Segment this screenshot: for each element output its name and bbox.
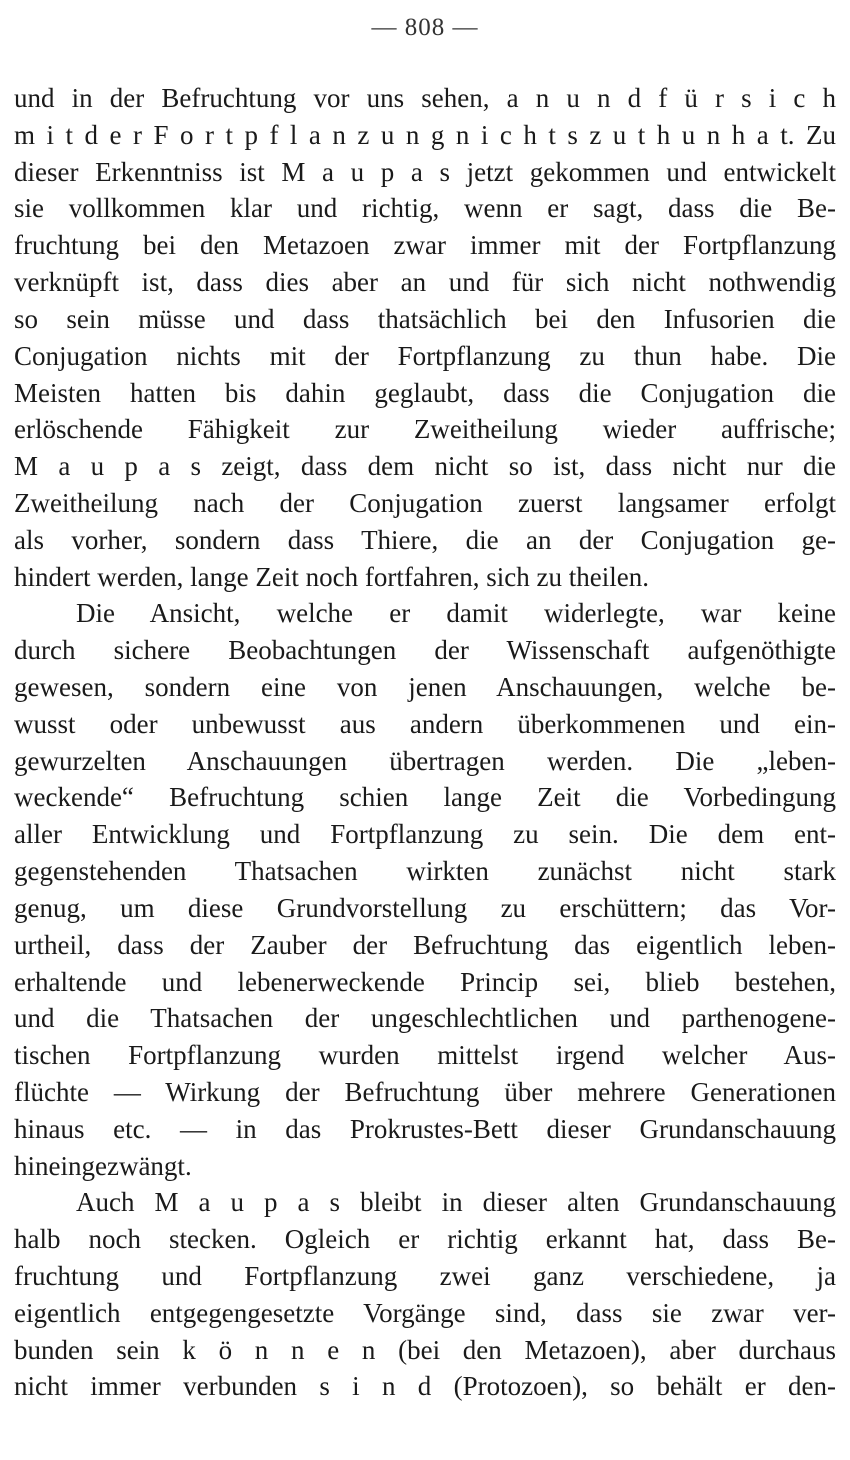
text-line: gegenstehenden Thatsachen wirkten zunächst nicht stark [14,856,836,887]
text-line: Die Ansicht, welche er damit widerlegte, war keine [76,598,836,629]
text-line: halb noch stecken. Ogleich er richtig erkannt hat, dass Be- [14,1224,836,1255]
text-line: flüchte — Wirkung der Befruchtung über mehrere Generationen [14,1076,836,1107]
text-line: Conjugation nichts mit der Fortpflanzung zu thun habe. Die [14,340,836,371]
page-number: — 808 — [371,14,479,41]
text-line: bunden sein k ö n n e n (bei den Metazoen), aber durchaus [14,1334,836,1365]
text-line: und die Thatsachen der ungeschlechtlichen und parthenogene- [14,1003,836,1034]
text-line: dieser Erkenntniss ist M a u p a s jetzt gekommen und entwickelt [14,156,836,187]
text-line: gewurzelten Anschauungen übertragen werden. Die „leben- [14,745,836,776]
text-line: sie vollkommen klar und richtig, wenn er sagt, dass die Be- [14,193,836,224]
text-line: und in der Befruchtung vor uns sehen, a n u n d f ü r s i c h [14,83,836,113]
text-line: fruchtung bei den Metazoen zwar immer mit der Fortpflanzung [14,230,836,261]
text-line: weckende“ Befruchtung schien lange Zeit die Vorbedingung [14,782,836,813]
text-line: erlöschende Fähigkeit zur Zweitheilung wieder auffrische; [14,414,836,445]
text-line: tischen Fortpflanzung wurden mittelst irgend welcher Aus- [14,1040,836,1071]
text-line: durch sichere Beobachtungen der Wissenschaft aufgenöthigte [14,635,836,666]
text-line: so sein müsse und dass thatsächlich bei den Infusorien die [14,303,836,334]
text-line: urtheil, dass der Zauber der Befruchtung das eigentlich leben- [14,929,836,960]
text-line: eigentlich entgegengesetzte Vorgänge sind, dass sie zwar ver- [14,1297,836,1328]
text-line: Meisten hatten bis dahin geglaubt, dass die Conjugation die [14,377,836,408]
text-line: genug, um diese Grundvorstellung zu erschüttern; das Vor- [14,892,836,923]
text-line: gewesen, sondern eine von jenen Anschauungen, welche be- [14,672,836,702]
text-line: hindert werden, lange Zeit noch fortfahren, sich zu theilen. [14,561,650,592]
text-line: verknüpft ist, dass dies aber an und für sich nicht nothwendig [14,267,836,298]
text-line: als vorher, sondern dass Thiere, die an der Conjugation ge- [14,524,836,555]
text-line: fruchtung und Fortpflanzung zwei ganz verschiedene, ja [14,1261,836,1291]
text-line: Auch M a u p a s bleibt in dieser alten Grundanschauung [76,1187,836,1218]
text-line: aller Entwicklung und Fortpflanzung zu sein. Die dem ent- [14,819,836,850]
text-line: wusst oder unbewusst aus andern überkommenen und ein- [14,708,836,739]
text-line: m i t d e r F o r t p f l a n z u n g n i c h t s z u t h u n h a t. Zu [14,119,836,150]
text-line: hinaus etc. — in das Prokrustes-Bett dieser Grundanschauung [14,1113,836,1144]
text-line: Zweitheilung nach der Conjugation zuerst langsamer erfolgt [14,487,836,518]
body-text [14,80,836,1405]
text-line: erhaltende und lebenerweckende Princip sei, blieb bestehen, [14,966,836,997]
text-line: hineingezwängt. [14,1150,192,1181]
text-line: M a u p a s zeigt, dass dem nicht so ist, dass nicht nur die [14,451,836,482]
text-line: nicht immer verbunden s i n d (Protozoen), so behält er den- [14,1371,836,1402]
